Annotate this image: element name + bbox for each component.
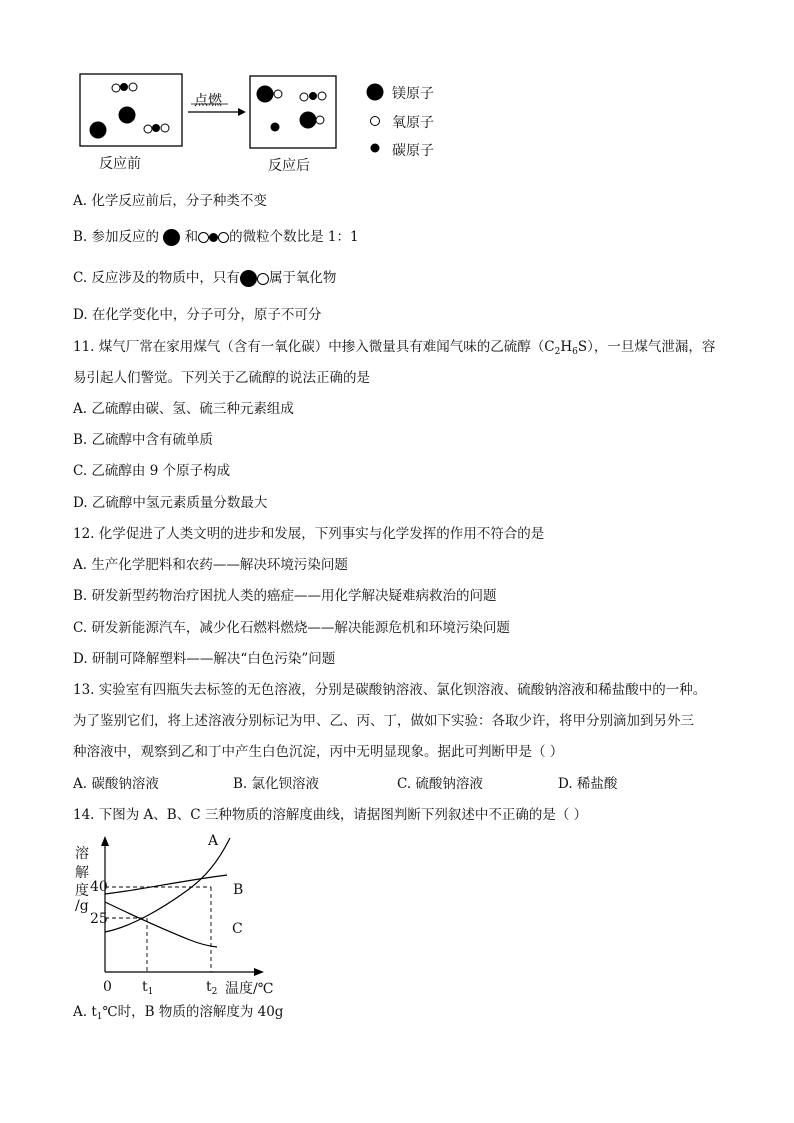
subscript-2: 2 [554,347,561,357]
oxygen-atom-icon [257,273,269,285]
series-c-label: C [232,921,243,937]
q11-option-c: C. 乙硫醇由 9 个原子构成 [73,463,231,479]
q11-option-d: D. 乙硫醇中氢元素质量分数最大 [73,495,268,511]
q14-stem: 14. 下图为 A、B、C 三种物质的溶解度曲线，请据图判断下列叙述中不正确的是（ ） [73,807,588,823]
q10-option-d: D. 在化学变化中，分子可分，原子不可分 [73,307,322,323]
carbon-atom [152,124,160,132]
y-label-char: 溶 [75,846,89,862]
q12-option-a: A. 生产化学肥料和农药——解决环境污染问题 [73,557,348,573]
q10-b-prefix: B. 参加反应的 [73,229,160,245]
q12-option-d: D. 研制可降解塑料——解决“白色污染”问题 [73,651,336,667]
carbon-atom [120,83,128,91]
q10-option-c [73,269,336,287]
y-label-char: 解 [75,865,89,881]
q12-stem: 12. 化学促进了人类文明的进步和发展，下列事实与化学发挥的作用不符合的是 [73,526,545,542]
hydrogen-symbol: H [560,339,573,355]
oxygen-atom-icon [198,232,209,243]
oxygen-atom [318,92,326,100]
x-tick-label-t2: $t_2$ [206,979,218,997]
q11-stem-line1 [73,338,715,361]
series-a-label: A [208,833,219,849]
q13-option-d: D. 稀盐酸 [558,776,618,792]
q11-stem-line2: 易引起人们警觉。下列关于乙硫醇的说法正确的是 [73,370,370,386]
q13-option-a: A. 碳酸钠溶液 [73,776,159,792]
q10-b-suffix: 的微粒个数比是 1：1 [229,229,359,245]
origin-label: 0 [103,979,112,995]
q10-c-suffix: 属于氧化物 [268,270,337,286]
q13-option-b: B. 氯化钡溶液 [233,776,320,792]
oxygen-atom [112,84,120,92]
series-c-line [105,902,217,947]
legend-magnesium-icon [367,84,384,101]
q11-option-a: A. 乙硫醇由碳、氢、硫三种元素组成 [73,401,294,417]
magnesium-atom [300,112,317,129]
q14-option-a [73,1003,283,1026]
magnesium-atom-icon [240,270,257,287]
q13-option-c: C. 硫酸钠溶液 [397,776,483,792]
q13-stem-line2: 为了鉴别它们，将上述溶液分别标记为甲、乙、丙、丁，做如下实验：各取少许，将甲分别滴加到另外三 [73,713,694,729]
y-axis-arrow [101,836,109,846]
q10-c-prefix: C. 反应涉及的物质中，只有 [73,270,240,286]
q14-a-prefix: A. t [73,1004,97,1020]
x-tick-label-t1: $t_1$ [142,979,154,997]
arrow-head [238,108,246,116]
q12-option-c: C. 研发新能源汽车，减少化石燃料燃烧——解决能源危机和环境污染问题 [73,620,510,636]
oxygen-atom [274,90,282,98]
x-axis-arrow [254,968,264,976]
oxygen-atom [300,93,308,101]
carbon-atom [271,123,280,132]
oxygen-atom [161,124,169,132]
after-caption: 反应后 [268,158,310,174]
q13-stem-line1: 13. 实验室有四瓶失去标签的无色溶液，分别是碳酸钠溶液、氯化钡溶液、硫酸钠溶液和稀盐酸中的一种。 [73,682,707,698]
y-label-char: 度 [75,883,89,899]
q12-option-b: B. 研发新型药物治疗困扰人类的癌症——用化学解决疑难病救治的问题 [73,588,497,604]
q11-stem-part1: 11. 煤气厂常在家用煤气（含有一氧化碳）中掺入微量具有难闻气味的乙硫醇（C [73,339,555,355]
legend-oxygen-icon [371,117,380,126]
legend-carbon-label: 碳原子 [392,143,434,159]
q13-stem-line3: 种溶液中，观察到乙和丁中产生白色沉淀，丙中无明显现象。据此可判断甲是（ ） [73,744,564,760]
q10-option-b [73,228,359,246]
carbon-atom [309,92,317,100]
q11-stem-part2: S），一旦煤气泄漏，容 [577,339,716,355]
oxygen-atom [144,125,152,133]
q14-a-suffix: ℃时，B 物质的溶解度为 40g [102,1004,284,1020]
y-label-char: /g [75,898,89,914]
q11-option-b: B. 乙硫醇中含有硫单质 [73,432,214,448]
subscript-1: 1 [96,1012,103,1022]
oxygen-atom [129,83,137,91]
oxygen-atom-icon [218,232,229,243]
arrow-label: 点燃 [194,93,222,109]
q10-option-a: A. 化学反应前后，分子种类不变 [73,193,267,209]
before-caption: 反应前 [99,156,141,172]
y-tick-label: 40 [90,879,108,895]
legend-carbon-icon [371,144,380,153]
series-b-line [105,875,227,894]
x-axis-label: 温度/℃ [225,981,274,997]
y-tick-label: 25 [90,911,108,927]
series-b-label: B [233,882,244,898]
legend-oxygen-label: 氧原子 [392,115,434,131]
magnesium-atom [90,122,107,139]
magnesium-atom [119,107,136,124]
oxygen-atom [316,116,324,124]
legend-magnesium-label: 镁原子 [392,86,434,102]
magnesium-atom-icon [163,229,180,246]
subscript-6: 6 [572,347,578,357]
q10-b-and: 和 [184,229,199,245]
carbon-atom-icon [209,233,218,242]
magnesium-atom [257,86,274,103]
